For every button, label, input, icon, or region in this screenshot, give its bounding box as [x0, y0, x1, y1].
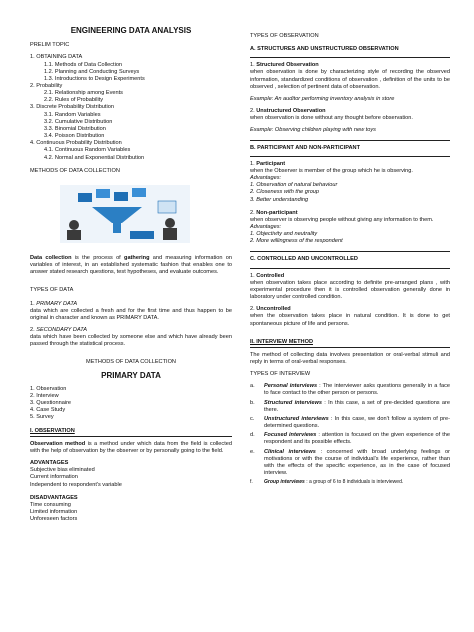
interview-type	[250, 479, 450, 485]
structured-title: 1. Structured Observation	[250, 62, 319, 69]
method-item: 1. Observation	[30, 385, 67, 392]
interview-title: Focused interviews	[264, 432, 317, 439]
disadvantage-item: Time consuming	[30, 501, 71, 508]
funnel-illustration-icon	[30, 179, 220, 249]
participant-adv-label: Advantages:	[250, 175, 282, 182]
non-participant-adv-label: Advantages:	[250, 223, 282, 230]
outline-item: 1.1. Methods of Data Collection	[44, 61, 123, 68]
outline-item: 4.2. Normal and Exponential Distribution	[44, 154, 145, 161]
interview-letter: c.	[250, 415, 255, 422]
outline-item: 3.1. Random Variables	[44, 111, 101, 118]
advantages-list	[30, 467, 232, 488]
unstructured-title: 2. Unstructured Observation	[250, 108, 326, 115]
uncontrolled-text: when the observation takes place in natural condition. It is done to get spontaneous picture of life and persons.	[250, 313, 450, 327]
prelim-topic: PRELIM TOPIC	[30, 42, 70, 49]
interview-list	[250, 383, 450, 485]
methods-heading: METHODS OF DATA COLLECTION	[30, 167, 120, 174]
interview-letter: f.	[250, 479, 253, 486]
methods-list	[30, 386, 232, 422]
interview-title: Structured interviews	[264, 399, 322, 406]
outline-item: 3.4. Poisson Distribution	[44, 133, 105, 140]
interview-description: : attention is focused on the given experience of the respondent and its possible effects.	[264, 432, 450, 446]
advantage-item: 1. Objectivity and neutrality	[250, 231, 318, 238]
types-of-data-heading: TYPES OF DATA	[30, 287, 74, 294]
interview-title: Personal interviews	[264, 383, 318, 390]
interview-text: The method of collecting data involves presentation or oral-verbal stimuli and reply in terms of oral-verbal responses.	[250, 351, 450, 365]
section-c-heading: C. CONTROLLED AND UNCONTROLLED	[250, 256, 358, 263]
non-participant-title: 2. Non-participant	[250, 209, 298, 216]
interview-description: : a group of 6 to 8 individuals is interviewed.	[304, 479, 404, 486]
interview-title: Group interviews	[264, 479, 305, 486]
section-b-heading: B. PARTICIPANT AND NON-PARTICIPANT	[250, 144, 361, 151]
participant-title: 1. Participant	[250, 160, 286, 167]
interview-letter: a.	[250, 383, 255, 390]
types-of-observation: TYPES OF OBSERVATION	[250, 33, 319, 39]
types-of-interview: TYPES OF INTERVIEW	[250, 371, 311, 378]
interview-title: Unstructured interviews	[264, 415, 329, 422]
observation-definition: Observation method is a method under which data from the field is collected with the help of observation by the observer or by personally going to the field.	[30, 440, 232, 454]
outline-item: 2.1. Relationship among Events	[44, 90, 123, 97]
outline-item: 1. OBTAINING DATA	[30, 54, 83, 61]
interview-heading: II. INTERVIEW METHOD	[250, 338, 313, 345]
interview-description: : In this case, we don't follow a system of pre-determined questions.	[264, 415, 450, 430]
uncontrolled-title: 2. Uncontrolled	[250, 306, 291, 313]
method-item: 2. Interview	[30, 393, 59, 399]
interview-letter: b.	[250, 399, 255, 406]
unstructured-example: Example: Observing children playing with new toys	[250, 127, 376, 134]
interview-letter: d.	[250, 432, 255, 439]
interview-type	[250, 432, 450, 446]
structured-text: when observation is done by characterizing style of recording the observed information, standardized conditions of observation , definition of the units to be observed , selection of pertinent data of observation.	[250, 69, 450, 90]
interview-type	[250, 449, 450, 478]
interview-title: Clinical interviews	[264, 448, 316, 455]
structured-example: Example: An auditor performing inventory analysis in store	[250, 95, 395, 102]
section-a-heading: A. STRUCTURES AND UNSTRUCTURED OBSERVATION	[250, 46, 399, 53]
topic-outline	[30, 54, 232, 161]
non-participant-text: when observer is observing people without giving any information to them.	[250, 216, 434, 223]
disadvantages-list	[30, 502, 232, 523]
outline-item: 2. Probability	[30, 83, 63, 90]
primary-data-label: 1. PRIMARY DATA	[30, 300, 78, 307]
interview-description: : The interviewer asks questions generally in a face to face contact to the other person or persons.	[264, 383, 450, 397]
outline-item: 3.2. Cumulative Distribution	[44, 118, 113, 125]
method-item: 4. Case Study	[30, 407, 66, 414]
data-collection-definition: Data collection is the process of gathering and measuring information on variables of interest, in an established systematic fashion that enables one to answer stated research questions, test hypotheses, and evaluate outcomes.	[30, 254, 232, 276]
disadvantages-heading: DISADVANTAGES	[30, 494, 78, 501]
primary-data-text: data which are collected a fresh and for the first time and thus happen to be original in character and known as PRIMARY DATA.	[30, 307, 232, 321]
outline-item: 2.2. Rules of Probability	[44, 97, 104, 104]
interview-description: : In this case, a set of pre-decided questions are there.	[264, 399, 450, 413]
disadvantage-item: Limited information	[30, 509, 78, 516]
advantage-item: Current information	[30, 474, 78, 481]
advantage-item: 2. Closeness with the group	[250, 189, 320, 196]
interview-type	[250, 400, 450, 414]
secondary-data-text: data which have been collected by someone else and which have already been passed through the statistical process.	[30, 334, 232, 348]
left-column	[30, 26, 232, 523]
advantage-item: 2. More willingness of the respondent	[250, 238, 343, 245]
interview-type	[250, 383, 450, 397]
non-participant-advantages	[250, 231, 450, 245]
advantage-item: Subjective bias eliminated	[30, 467, 95, 474]
advantage-item: 1. Observation of natural behaviour	[250, 182, 338, 189]
advantage-item: 3. Better understanding	[250, 196, 309, 203]
methods-center-heading: METHODS OF DATA COLLECTION	[86, 359, 176, 366]
advantages-heading: ADVANTAGES	[30, 460, 69, 467]
disadvantage-item: Unforeseen factors	[30, 516, 78, 523]
data-collection-illustration	[30, 179, 220, 249]
interview-letter: e.	[250, 448, 255, 455]
primary-data-title: PRIMARY DATA	[101, 370, 161, 380]
unstructured-text: when observation is done without any thought before observation.	[250, 115, 413, 122]
outline-item: 1.2. Planning and Conducting Surveys	[44, 68, 140, 75]
outline-item: 4.1. Continuous Random Variables	[44, 147, 131, 154]
outline-item: 3.3. Binomial Distribution	[44, 125, 106, 132]
method-item: 5. Survey	[30, 414, 54, 421]
right-column	[250, 33, 450, 488]
controlled-title: 1. Controlled	[250, 272, 285, 279]
outline-item: 1.3. Introductions to Design Experiments	[44, 75, 145, 82]
interview-type	[250, 416, 450, 430]
participant-advantages	[250, 182, 450, 203]
advantage-item: Independent to respondent's variable	[30, 481, 122, 488]
document-title: ENGINEERING DATA ANALYSIS	[70, 26, 192, 35]
interview-description: : concerned with broad underlying feelings or motivations or with the course of individual's life experience, rather than with the effects of the specific experience, as in the case of focused interview.	[264, 448, 451, 477]
outline-item: 3. Discrete Probability Distribution	[30, 104, 114, 111]
controlled-text: when observation takes place according to definite pre-arranged plans , with experimental procedure then it is controlled observation generally done in laboratory under controlled condition.	[250, 279, 450, 301]
participant-text: when the Observer is member of the group which he is observing.	[250, 167, 413, 174]
secondary-data-label: 2. SECONDARY DATA	[30, 326, 88, 333]
observation-heading: I. OBSERVATION	[30, 427, 75, 434]
method-item: 3. Questionnaire	[30, 400, 72, 407]
outline-item: 4. Continuous Probability Distribution	[30, 140, 122, 147]
